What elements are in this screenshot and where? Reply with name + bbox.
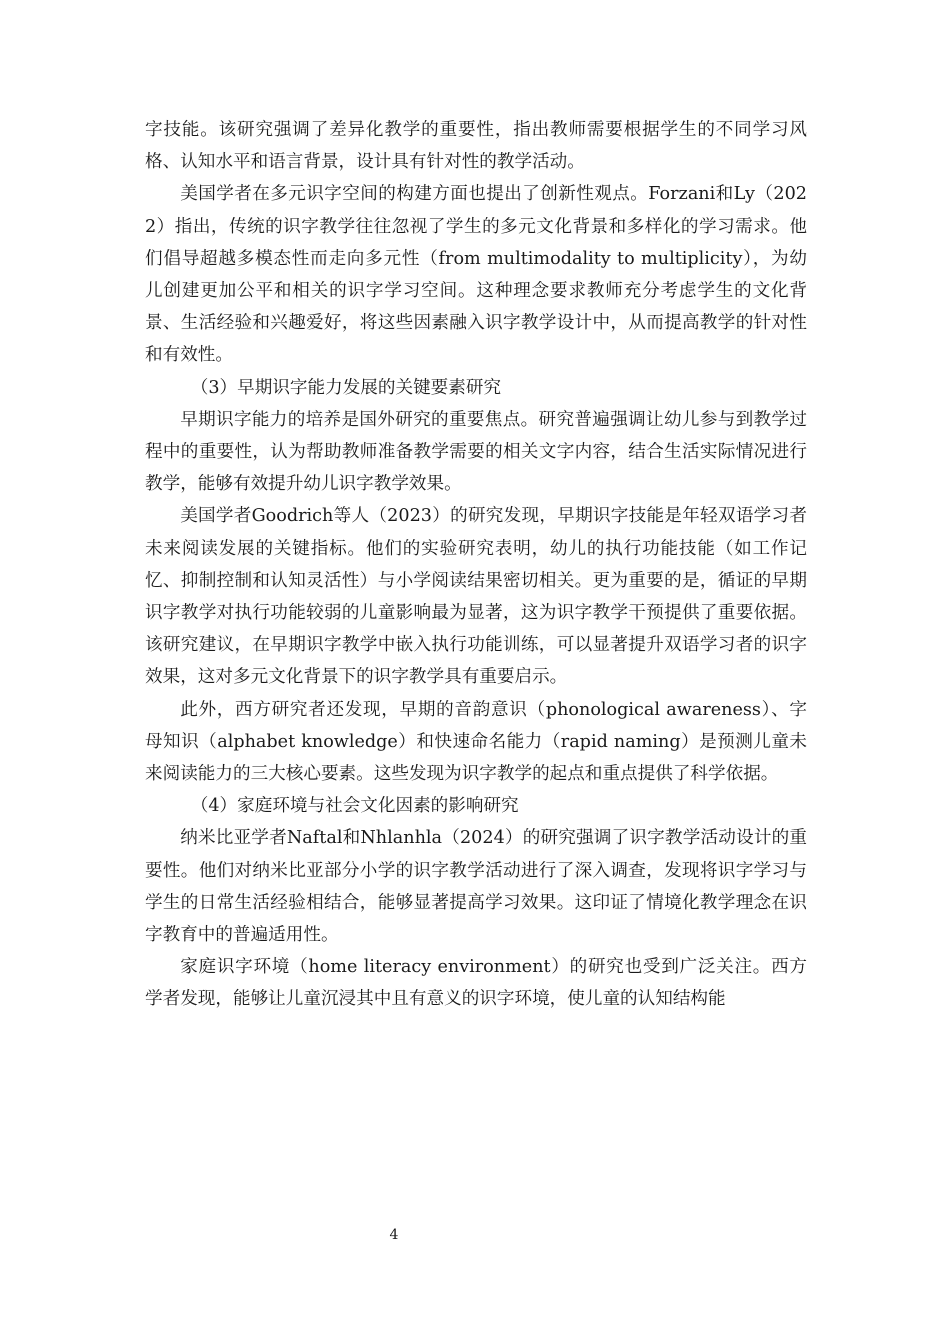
- paragraph-multiliteracy-space: 美国学者在多元识字空间的构建方面也提出了创新性观点。Forzani和Ly（2022）指出，传统的识字教学往往忽视了学生的多元文化背景和多样化的学习需求。他们倡导超越多模态性而走向多元性（from multimodality to multiplicity），为幼儿创建更加公平和相关的识字学习空间。这种理念要求教师充分考虑学生的文化背景、生活经验和兴趣爱好，将这些因素融入识字教学设计中，从而提高教学的针对性和有效性。: [145, 184, 807, 366]
- document-body: [145, 114, 807, 1016]
- paragraph-home-literacy: 家庭识字环境（home literacy environment）的研究也受到广泛关注。西方学者发现，能够让儿童沉浸其中且有意义的识字环境，使儿童的认知结构能: [145, 957, 807, 1010]
- page-number: 4: [389, 1227, 399, 1243]
- paragraph-continuation: 字技能。该研究强调了差异化教学的重要性，指出教师需要根据学生的不同学习风格、认知水平和语言背景，设计具有针对性的教学活动。: [145, 120, 807, 173]
- section-heading-4: （4）家庭环境与社会文化因素的影响研究: [190, 796, 519, 817]
- paragraph-early-literacy-focus: 早期识字能力的培养是国外研究的重要焦点。研究普遍强调让幼儿参与到教学过程中的重要性，认为帮助教师准备教学需要的相关文字内容，结合生活实际情况进行教学，能够有效提升幼儿识字教学效果。: [145, 409, 807, 495]
- section-heading-3: （3）早期识字能力发展的关键要素研究: [190, 377, 502, 398]
- paragraph-namibia-study: 纳米比亚学者Naftal和Nhlanhla（2024）的研究强调了识字教学活动设计的重要性。他们对纳米比亚部分小学的识字教学活动进行了深入调查，发现将识字学习与学生的日常生活经验相结合，能够显著提高学习效果。这印证了情境化教学理念在识字教育中的普遍适用性。: [145, 828, 807, 946]
- paragraph-goodrich-study: 美国学者Goodrich等人（2023）的研究发现，早期识字技能是年轻双语学习者未来阅读发展的关键指标。他们的实验研究表明，幼儿的执行功能技能（如工作记忆、抑制控制和认知灵活性）与小学阅读结果密切相关。更为重要的是，循证的早期识字教学对执行功能较弱的儿童影响最为显著，这为识字教学干预提供了重要依据。该研究建议，在早期识字教学中嵌入执行功能训练，可以显著提升双语学习者的识字效果，这对多元文化背景下的识字教学具有重要启示。: [145, 506, 807, 688]
- paragraph-core-elements: 此外，西方研究者还发现，早期的音韵意识（phonological awareness）、字母知识（alphabet knowledge）和快速命名能力（rapid naming）是预测儿童未来阅读能力的三大核心要素。这些发现为识字教学的起点和重点提供了科学依据。: [145, 699, 807, 785]
